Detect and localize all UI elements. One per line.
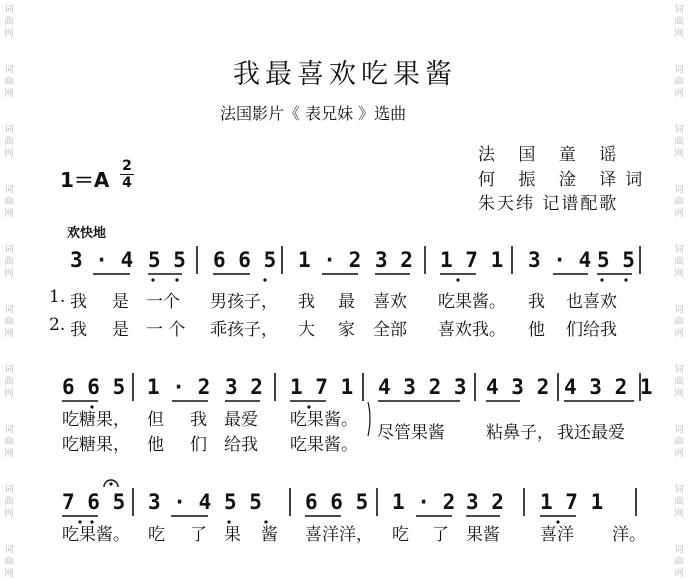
octave-dot <box>90 520 93 523</box>
lyric: 果酱 <box>466 525 500 545</box>
octave-dot <box>624 278 627 281</box>
octave-dot <box>456 278 459 281</box>
note-group: 1 · 2 <box>392 490 456 514</box>
lyric: 吃 <box>148 525 165 545</box>
lyric: 喜欢 <box>373 292 407 312</box>
note-group: 3 2 <box>375 248 413 272</box>
credit-arranger: 朱天纬 记谱配歌 <box>478 194 619 214</box>
lyric: 了 <box>432 525 449 545</box>
lyric: 吃糖果， <box>62 410 130 430</box>
watermark: 词 曲 网 <box>4 305 14 339</box>
octave-dot <box>263 278 266 281</box>
octave-dot <box>175 278 178 281</box>
song-title: 我最喜欢吃果酱 <box>233 59 457 90</box>
lyric: 最爱 <box>224 410 258 430</box>
note-group: 3 · 4 <box>70 248 134 272</box>
lyric: 但 <box>147 410 164 430</box>
watermark: 词 曲 网 <box>4 365 14 399</box>
lyric: 吃果酱。 <box>438 292 506 312</box>
lyric: 喜洋 <box>540 525 574 545</box>
lyric: 他 <box>528 320 545 340</box>
note-group: 4 3 2 1 <box>564 375 653 399</box>
octave-dot <box>90 405 93 408</box>
time-signature-bottom: 4 <box>122 175 132 191</box>
watermark: 词 曲 网 <box>4 185 14 219</box>
credit-origin: 法 国 童 谣 <box>478 145 626 165</box>
lyric: 酱 <box>261 525 278 545</box>
note-group: 7 6 5 <box>62 490 126 514</box>
octave-dot <box>307 405 310 408</box>
time-signature-top: 2 <box>122 158 132 174</box>
note-group: 6 6 5 <box>305 490 369 514</box>
lyric: 吃果酱。 <box>62 525 130 545</box>
barlines-system-2 <box>133 373 640 401</box>
lyric: 们 <box>190 435 207 455</box>
lyric: 男孩子， <box>210 292 278 312</box>
lyric: 喜欢我。 <box>438 320 506 340</box>
watermark: 词 曲 网 <box>4 245 14 279</box>
lyric: 们给我 <box>566 320 617 340</box>
lyric: 吃 <box>392 525 409 545</box>
lyric: 家 <box>338 320 355 340</box>
octave-dots-system-3 <box>78 520 559 523</box>
verse-number: 1. <box>49 287 66 307</box>
tempo-marking: 欢快地 <box>67 226 107 241</box>
octave-dot <box>227 520 230 523</box>
octave-dot <box>151 278 154 281</box>
note-group: 3 2 <box>466 490 504 514</box>
barlines-system-1 <box>197 246 640 274</box>
octave-dot <box>600 278 603 281</box>
watermark: 词 曲 网 <box>674 125 684 159</box>
lyric: 全部 <box>373 320 407 340</box>
credit-translator: 何 振 淦 译词 <box>478 170 652 190</box>
lyric: 是 <box>112 320 129 340</box>
lyric: 了 <box>190 525 207 545</box>
watermark: 词 曲 网 <box>674 365 684 399</box>
lyric: 他 <box>147 435 164 455</box>
octave-dots-system-1 <box>151 278 627 281</box>
note-group: 5 5 <box>148 248 186 272</box>
watermark: 词 曲 网 <box>674 245 684 279</box>
lyric: 最 <box>338 292 355 312</box>
note-group: 4 3 2 <box>486 375 550 399</box>
octave-dot <box>264 520 267 523</box>
note-group: 1 7 1 <box>290 375 354 399</box>
note-group: 5 5 <box>597 248 635 272</box>
lyric: 喜洋洋， <box>305 525 373 545</box>
lyric: 大 <box>298 320 315 340</box>
lyric: 乖孩子， <box>210 320 278 340</box>
verse-number: 2. <box>49 315 66 335</box>
lyric: 一个 <box>146 292 180 312</box>
note-group: 6 6 5 <box>213 248 277 272</box>
lyric: 一 个 <box>146 320 186 340</box>
octave-dot <box>556 520 559 523</box>
watermark: 词 曲 网 <box>4 545 14 579</box>
fermata-icon <box>104 480 118 487</box>
lyric: 粘鼻子， <box>486 423 554 443</box>
note-group: 4 3 2 3 <box>378 375 467 399</box>
lyric-brace <box>368 402 370 436</box>
watermark: 词 曲 网 <box>674 545 684 579</box>
watermark: 词 曲 网 <box>674 425 684 459</box>
watermark: 词 曲 网 <box>4 125 14 159</box>
lyric: 给我 <box>224 435 258 455</box>
watermark: 词 曲 网 <box>674 305 684 339</box>
lyric: 是 <box>112 292 129 312</box>
note-group: 3 · 4 <box>148 490 212 514</box>
note-group: 6 6 5 <box>62 375 126 399</box>
watermark: 词 曲 网 <box>4 65 14 99</box>
lyric: 也喜欢 <box>566 292 617 312</box>
watermark: 词 曲 网 <box>674 5 684 39</box>
lyric: 尽管果酱 <box>377 423 445 443</box>
note-group: 3 · 4 <box>528 248 592 272</box>
lyric: 我还最爱 <box>557 423 625 443</box>
barlines-system-3 <box>133 488 636 516</box>
key-signature: 1＝A <box>60 168 110 192</box>
lyric: 果 <box>224 525 241 545</box>
note-group: 1 7 1 <box>540 490 604 514</box>
lyric: 我 <box>298 292 315 312</box>
song-subtitle: 法国影片《 表兄妹 》选曲 <box>220 104 407 123</box>
octave-dot <box>78 520 81 523</box>
lyric: 吃果酱。 <box>290 435 358 455</box>
note-group: 3 2 <box>225 375 263 399</box>
lyric: 我 <box>528 292 545 312</box>
note-group: 1 · 2 <box>147 375 211 399</box>
watermark: 词 曲 网 <box>4 425 14 459</box>
note-group: 5 5 <box>224 490 262 514</box>
note-group: 1 7 1 <box>440 248 504 272</box>
watermark: 词 曲 网 <box>674 65 684 99</box>
lyric: 我 <box>70 320 87 340</box>
lyric: 我 <box>190 410 207 430</box>
watermark: 词 曲 网 <box>674 185 684 219</box>
lyric: 我 <box>70 292 87 312</box>
lyric: 洋。 <box>612 525 646 545</box>
note-group: 1 · 2 <box>298 248 362 272</box>
lyric: 吃果酱。 <box>290 410 358 430</box>
watermark: 词 曲 网 <box>674 485 684 519</box>
watermark: 词 曲 网 <box>4 5 14 39</box>
octave-dots-system-2 <box>90 405 310 408</box>
watermark: 词 曲 网 <box>4 485 14 519</box>
lyric: 吃糖果， <box>62 435 130 455</box>
